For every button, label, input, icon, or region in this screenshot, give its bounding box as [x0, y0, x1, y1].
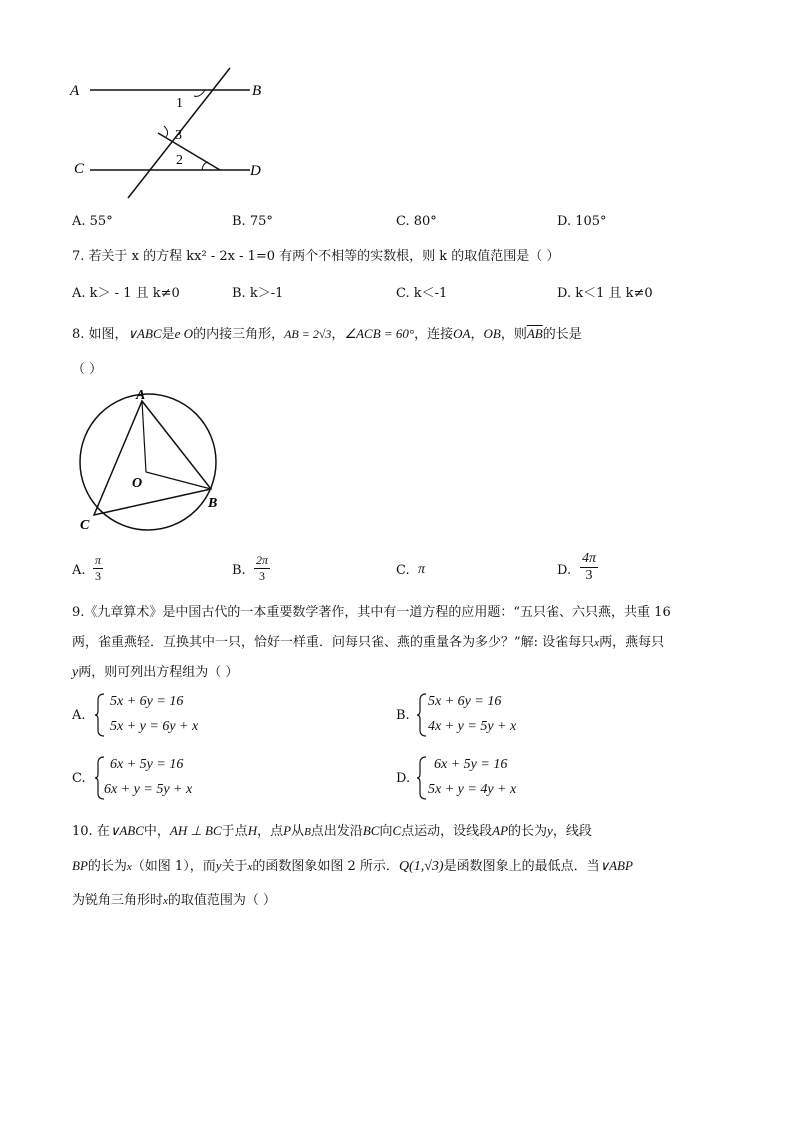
q6-option-a[interactable]: A. 55° — [72, 214, 113, 229]
q6-option-d[interactable]: D. 105° — [557, 214, 607, 229]
circle-figure — [66, 386, 236, 536]
angle-label-1: 1 — [176, 96, 183, 111]
q10-line-2 — [72, 855, 633, 875]
q8-option-d-fraction — [580, 551, 598, 584]
q9-line-2 — [72, 631, 664, 650]
q9-option-d-eq1: 6x + 5y = 16 — [434, 757, 508, 772]
q10-t3: 于点 — [221, 824, 248, 839]
q8-ob: OB — [483, 326, 501, 341]
q10-segment-bc: BC — [362, 823, 380, 838]
point-a-label: A — [136, 388, 146, 403]
q10-t15: 是函数图象上的最低点．当 — [443, 859, 600, 874]
q8-option-c-value: π — [418, 562, 426, 577]
point-c-label: C — [80, 518, 90, 533]
q10-var-y-2: y — [215, 858, 222, 873]
q8-option-c-letter[interactable]: C. — [396, 563, 410, 578]
q9-option-a-eq1: 5x + 6y = 16 — [110, 694, 184, 709]
q10-line-1 — [72, 820, 592, 839]
q10-triangle-abc: ∨ABC — [109, 823, 144, 838]
q6-option-b[interactable]: B. 75° — [232, 214, 273, 229]
q7-option-c[interactable]: C. k＜-1 — [396, 286, 448, 301]
q8-circle: e O — [174, 326, 194, 341]
q8-option-b-num: 2π — [256, 553, 269, 567]
q8-text-8: 的长是 — [542, 327, 582, 342]
q9-option-b-eq2: 4x + y = 5y + x — [428, 719, 517, 734]
q9-option-b-brace — [416, 692, 428, 738]
q10-t17: 的取值范围为（ ） — [167, 893, 277, 908]
q8-option-b-letter[interactable]: B. — [232, 563, 246, 578]
q10-t10: ，线段 — [552, 824, 592, 839]
q10-t8: 点运动，设线段 — [401, 824, 493, 839]
q8-angle: ∠ACB = 60° — [344, 326, 415, 341]
q10-t13: 关于 — [221, 859, 248, 874]
q8-text-4: ， — [331, 327, 345, 342]
q10-t9: 的长为 — [508, 824, 548, 839]
q10-point-b: B — [304, 826, 311, 838]
q7-option-d[interactable]: D. k＜1 且 k≠0 — [557, 286, 653, 301]
q8-option-a-den: 3 — [95, 569, 101, 583]
q8-arc-ab: $\overline{AB}$ — [526, 326, 543, 341]
q10-triangle-abp: ∨ABP — [599, 858, 633, 873]
q9-option-c-letter[interactable]: C. — [72, 771, 86, 786]
q10-t5: 从 — [291, 824, 305, 839]
q10-ah-perp-bc: AH ⊥ BC — [169, 823, 222, 838]
label-c: C — [74, 161, 85, 177]
q8-paren: （ ） — [72, 362, 103, 377]
q8-text-5: ，连接 — [414, 327, 454, 342]
q8-option-a-fraction — [93, 553, 103, 584]
q9-option-a-brace — [94, 692, 106, 738]
q10-segment-ap: AP — [492, 823, 509, 838]
q8-text-1: 8. 如图， — [72, 327, 128, 342]
q8-triangle: ∨ABC — [127, 326, 162, 341]
q10-t6: 点出发沿 — [310, 824, 363, 839]
q9-option-d-letter[interactable]: D. — [396, 771, 411, 786]
q10-var-x-3: x — [163, 895, 168, 907]
circumcircle — [80, 394, 216, 530]
parallel-lines-figure — [60, 60, 280, 200]
q10-var-x-2: x — [247, 861, 253, 873]
q10-line-3 — [72, 889, 276, 908]
q10-t12: （如图 1），而 — [131, 859, 216, 874]
q10-t4: ，点 — [257, 824, 284, 839]
q9-option-d-brace — [416, 755, 428, 801]
q9-line-3 — [72, 661, 238, 681]
q9-var-y: y — [72, 665, 79, 680]
q9-option-d-eq2: 5x + y = 4y + x — [428, 782, 517, 797]
point-b-label: B — [208, 496, 218, 511]
segment-to-d — [158, 133, 220, 170]
angle-d-arc — [202, 162, 208, 170]
q10-point-h: H — [247, 823, 258, 838]
q9-option-a-eq2: 5x + y = 6y + x — [110, 719, 199, 734]
q10-var-y: y — [547, 823, 553, 838]
q10-var-x: x — [126, 861, 132, 873]
q10-point-p: P — [283, 823, 292, 838]
angle-label-2: 2 — [176, 153, 183, 168]
q8-option-d-den: 3 — [585, 568, 593, 583]
q9-var-x: x — [594, 637, 600, 649]
angle-3-arc — [164, 126, 168, 137]
q10-point-q: Q(1,√3) — [398, 859, 444, 874]
q9-option-b-eq1: 5x + 6y = 16 — [428, 694, 502, 709]
q8-ab-length: AB = 2√3 — [284, 327, 332, 341]
q8-stem — [72, 323, 582, 342]
q9-line-1: 9.《九章算术》是中国古代的一本重要数学著作，其中有一道方程的应用题：“五只雀、六只燕，共重 16 — [72, 605, 671, 620]
q8-oa: OA — [453, 326, 471, 341]
q9-option-b-letter[interactable]: B. — [396, 708, 410, 723]
q7-option-a[interactable]: A. k＞ - 1 且 k≠0 — [72, 286, 180, 301]
q9-option-c-eq2: 6x + y = 5y + x — [104, 782, 193, 797]
segment-oa — [142, 401, 146, 472]
q8-option-d-num: 4π — [582, 551, 597, 566]
q8-option-b-den: 3 — [259, 569, 265, 583]
q8-option-a-letter[interactable]: A. — [72, 563, 86, 578]
segment-ob — [146, 472, 211, 489]
label-d: D — [250, 163, 261, 179]
label-a: A — [70, 83, 80, 99]
q10-segment-bp: BP — [72, 858, 88, 873]
q10-t16: 为锐角三角形时 — [72, 893, 164, 908]
point-o-label: O — [132, 476, 143, 491]
triangle-abc — [94, 401, 211, 515]
q8-option-a-num: π — [95, 553, 102, 567]
q8-text-6: ， — [470, 327, 484, 342]
q10-t11: 的长为 — [87, 859, 127, 874]
q9-line-3b: 两，则可列出方程组为（ ） — [78, 665, 239, 680]
q10-t1: 10. 在 — [72, 824, 110, 839]
q7-stem: 7. 若关于 x 的方程 kx² - 2x - 1=0 有两个不相等的实数根，则 k 的取值范围是（ ） — [72, 249, 560, 264]
q6-option-c[interactable]: C. 80° — [396, 214, 437, 229]
q8-text-3: 的内接三角形， — [193, 327, 285, 342]
angle-1-arc — [194, 90, 205, 96]
angle-label-3: 3 — [175, 128, 182, 143]
q10-point-c: C — [392, 823, 402, 838]
q9-line-2b: 两，燕每只 — [599, 635, 665, 650]
q7-option-b[interactable]: B. k＞-1 — [232, 286, 284, 301]
label-b: B — [252, 83, 262, 99]
q9-line-2a: 两，雀重燕轻．互换其中一只，恰好一样重．问每只雀、燕的重量各为多少？”解: 设雀每只 — [72, 635, 595, 650]
q8-text-2: 是 — [161, 327, 175, 342]
q10-t2: 中， — [143, 824, 170, 839]
q9-option-a-letter[interactable]: A. — [72, 708, 86, 723]
q10-t7: 向 — [379, 824, 393, 839]
q10-t14: 的函数图象如图 2 所示． — [252, 859, 399, 874]
q9-option-c-eq1: 6x + 5y = 16 — [110, 757, 184, 772]
q8-option-b-fraction — [254, 553, 270, 584]
q8-text-7: ，则 — [500, 327, 527, 342]
q8-option-d-letter[interactable]: D. — [557, 563, 572, 578]
